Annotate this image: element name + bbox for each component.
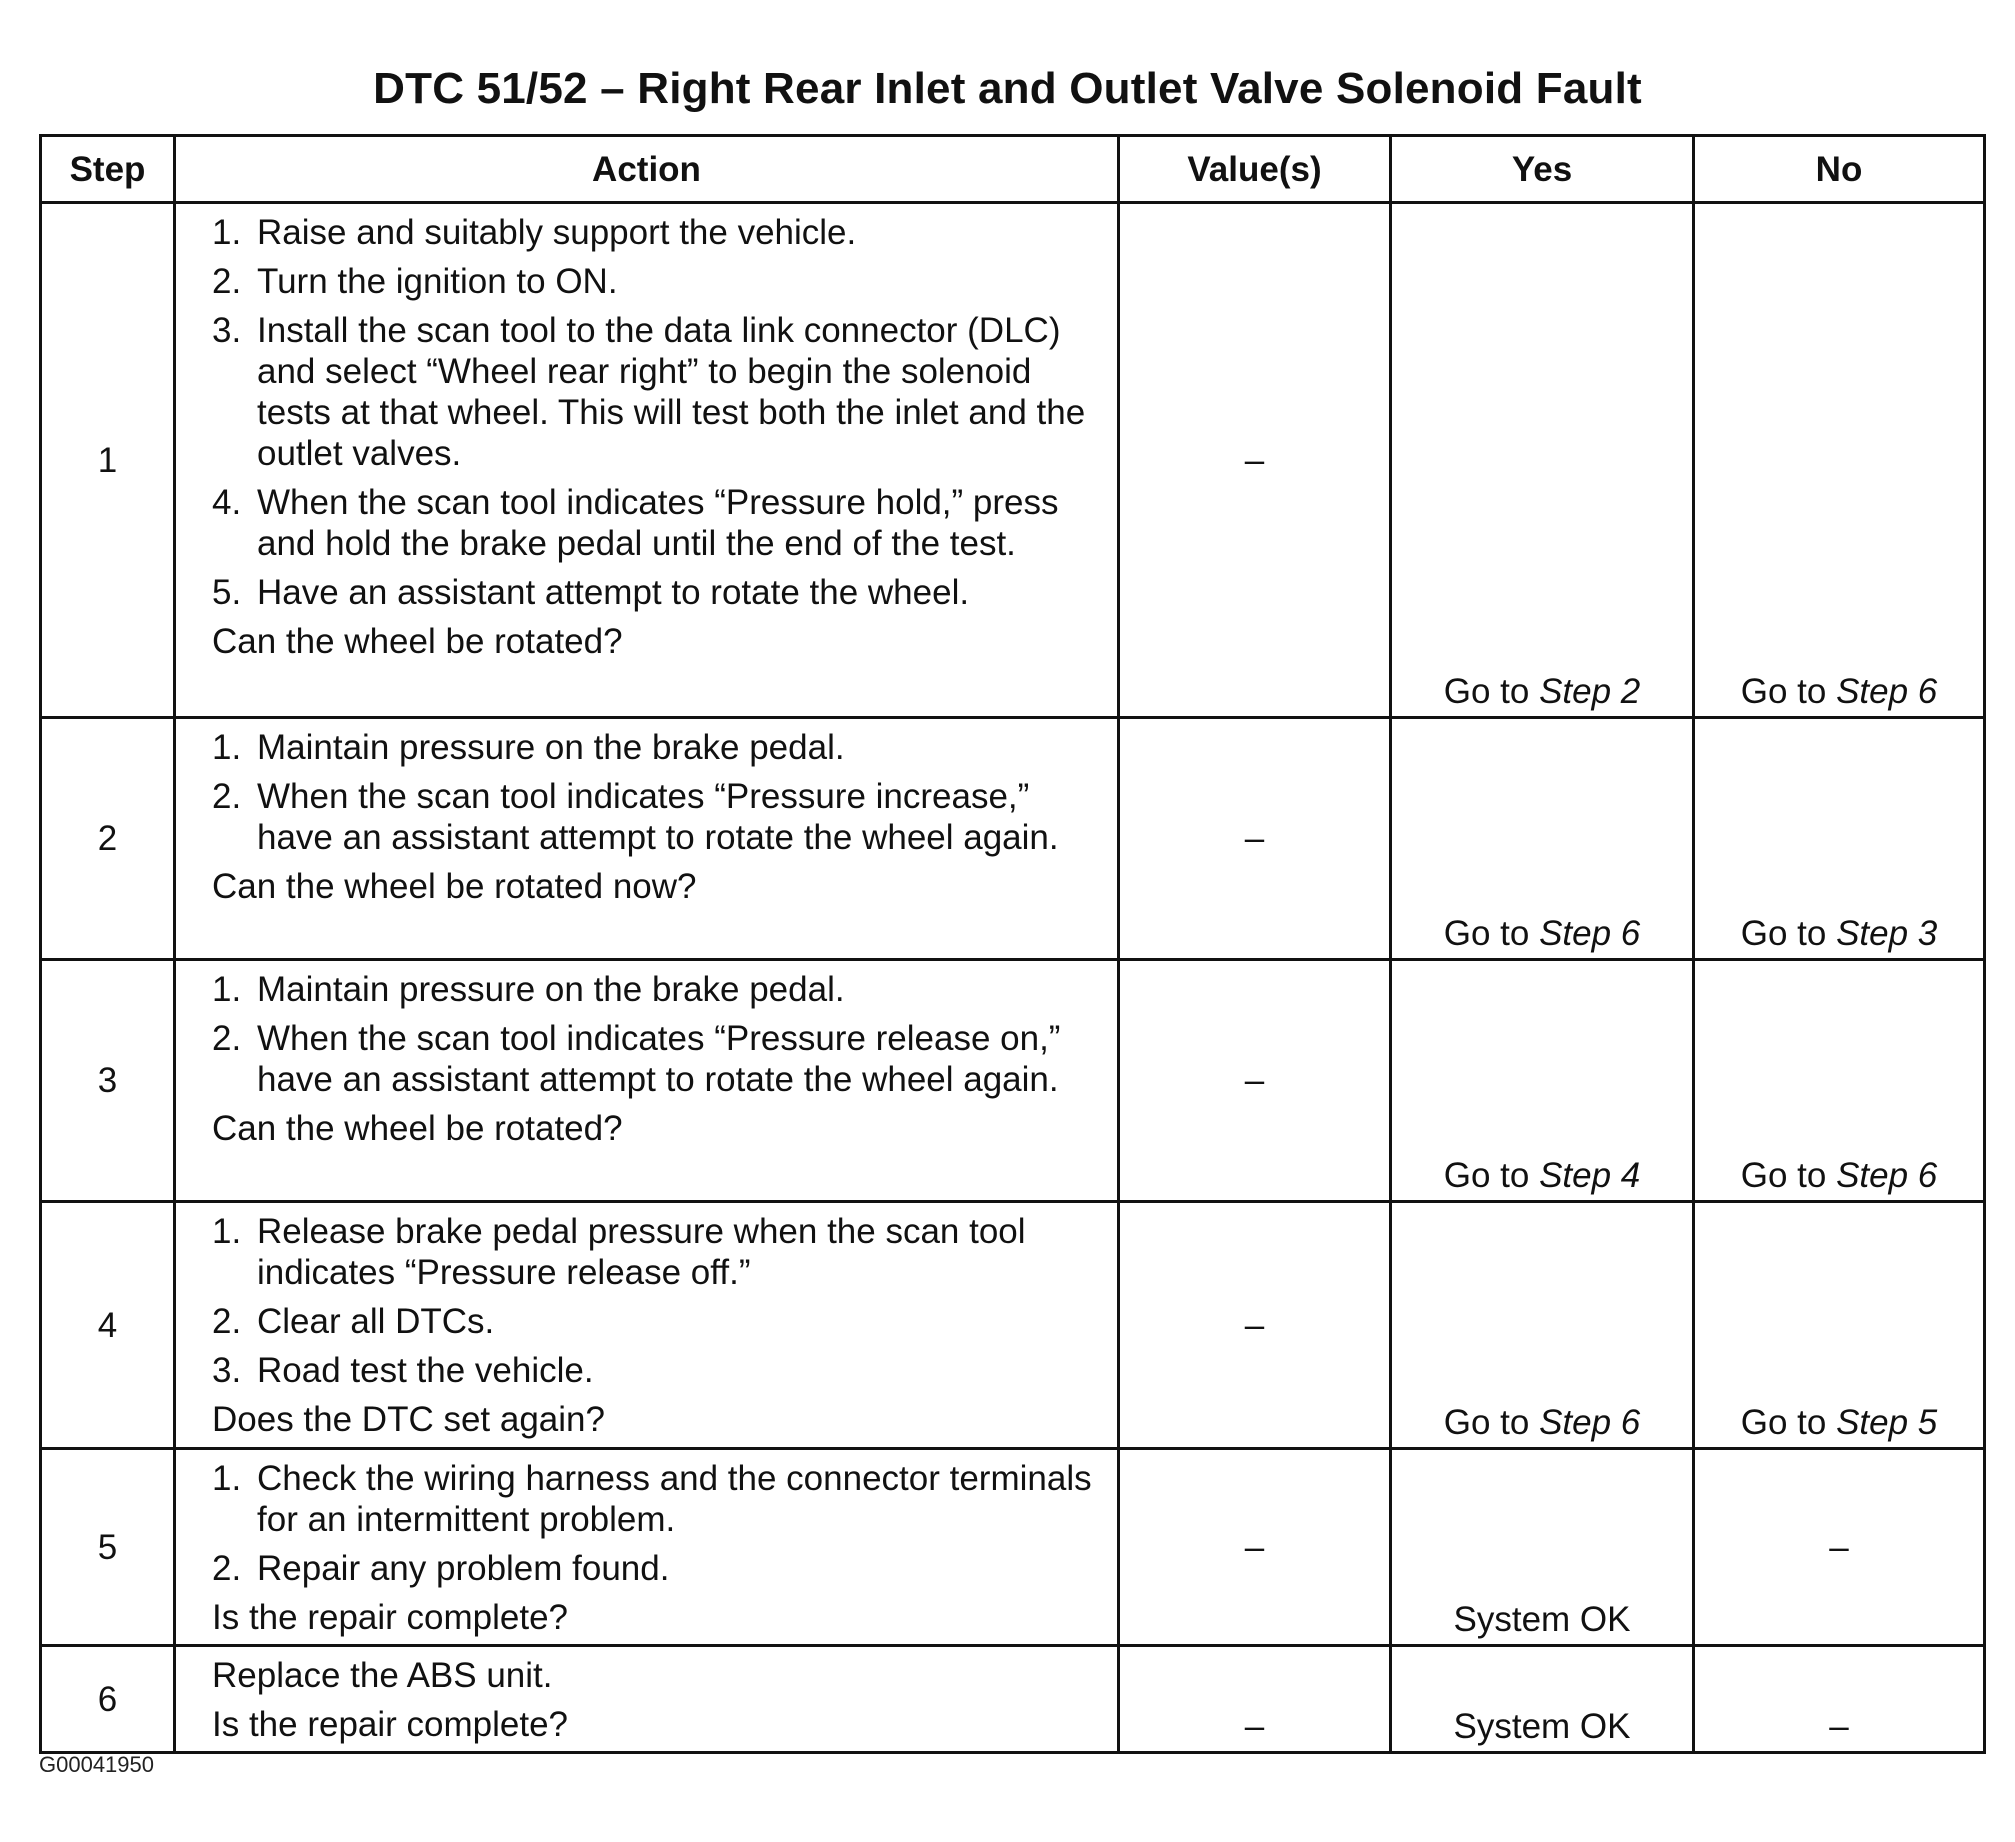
action-item: 2. Repair any problem found. [212,1549,670,1588]
action-question: Is the repair complete? [212,1705,569,1744]
action-question: Can the wheel be rotated? [212,622,623,661]
action-item: 2. Turn the ignition to ON. [212,262,618,301]
header-step: Step [41,136,175,203]
step-number: 5 [41,1449,175,1646]
action-question: Can the wheel be rotated now? [212,867,697,906]
action-item: 1. Release brake pedal pressure when the scan tool indicates “Pressure release off.” [212,1212,1026,1292]
action-item: 4. When the scan tool indicates “Pressure hold,” press and hold the brake pedal until the end of the test. [212,483,1059,563]
no-cell: Go to Step 6 [1694,203,1985,718]
no-cell: – [1694,1646,1985,1753]
value-cell: – [1119,718,1391,960]
page-title: DTC 51/52 – Right Rear Inlet and Outlet Valve Solenoid Fault [373,64,1642,113]
table-row [41,1449,1985,1646]
step-number: 6 [41,1646,175,1753]
table-row [41,1646,1985,1753]
table-row [41,203,1985,718]
action-item: 1. Maintain pressure on the brake pedal. [212,970,845,1009]
diagnostic-procedure-table [39,134,1986,1754]
step-reference: Step 6 [1836,672,1938,711]
action-item: 2. When the scan tool indicates “Pressure increase,” have an assistant attempt to rotate the wheel again. [212,777,1059,857]
action-item: 5. Have an assistant attempt to rotate the wheel. [212,573,970,612]
step-reference: Step 6 [1539,914,1641,953]
value-cell: – [1119,1449,1391,1646]
header-values: Value(s) [1119,136,1391,203]
table-header-row [41,136,1985,203]
figure-id: G00041950 [39,1752,154,1777]
table-row [41,1202,1985,1449]
yes-cell: Go to Step 4 [1391,960,1694,1202]
table-row [41,718,1985,960]
value-cell: – [1119,203,1391,718]
step-reference: Step 3 [1836,914,1938,953]
value-cell: – [1119,1646,1391,1753]
header-yes: Yes [1391,136,1694,203]
no-cell: – [1694,1449,1985,1646]
step-number: 1 [41,203,175,718]
action-item: 1. Raise and suitably support the vehicle. [212,213,857,252]
action-cell [175,1202,1119,1449]
action-question: Does the DTC set again? [212,1400,605,1439]
action-item: 1. Check the wiring harness and the connector terminals for an intermittent problem. [212,1459,1092,1539]
action-cell [175,960,1119,1202]
step-reference: Step 6 [1539,1403,1641,1442]
action-item: 1. Maintain pressure on the brake pedal. [212,728,845,767]
value-cell: – [1119,960,1391,1202]
step-number: 4 [41,1202,175,1449]
step-reference: Step 5 [1836,1403,1938,1442]
action-cell [175,1646,1119,1753]
yes-cell: System OK [1391,1646,1694,1753]
action-item: 3. Road test the vehicle. [212,1351,594,1390]
step-reference: Step 4 [1539,1156,1641,1195]
action-item: 2. Clear all DTCs. [212,1302,495,1341]
step-reference: Step 6 [1836,1156,1938,1195]
yes-cell: Go to Step 6 [1391,718,1694,960]
header-action: Action [175,136,1119,203]
action-cell [175,718,1119,960]
yes-cell: Go to Step 2 [1391,203,1694,718]
action-item: 3. Install the scan tool to the data link connector (DLC) and select “Wheel rear right” to begin the solenoid tests at that wheel. This will test both the inlet and the outlet valves. [212,311,1086,473]
yes-cell: Go to Step 6 [1391,1202,1694,1449]
action-cell [175,203,1119,718]
step-number: 2 [41,718,175,960]
step-reference: Step 2 [1539,672,1641,711]
action-question: Can the wheel be rotated? [212,1109,623,1148]
action-question: Is the repair complete? [212,1598,569,1637]
action-cell [175,1449,1119,1646]
no-cell: Go to Step 3 [1694,718,1985,960]
step-number: 3 [41,960,175,1202]
action-item: 2. When the scan tool indicates “Pressure release on,” have an assistant attempt to rotate the wheel again. [212,1019,1061,1099]
no-cell: Go to Step 6 [1694,960,1985,1202]
value-cell: – [1119,1202,1391,1449]
yes-cell: System OK [1391,1449,1694,1646]
table-row [41,960,1985,1202]
no-cell: Go to Step 5 [1694,1202,1985,1449]
header-no: No [1694,136,1985,203]
action-text: Replace the ABS unit. [212,1656,553,1695]
